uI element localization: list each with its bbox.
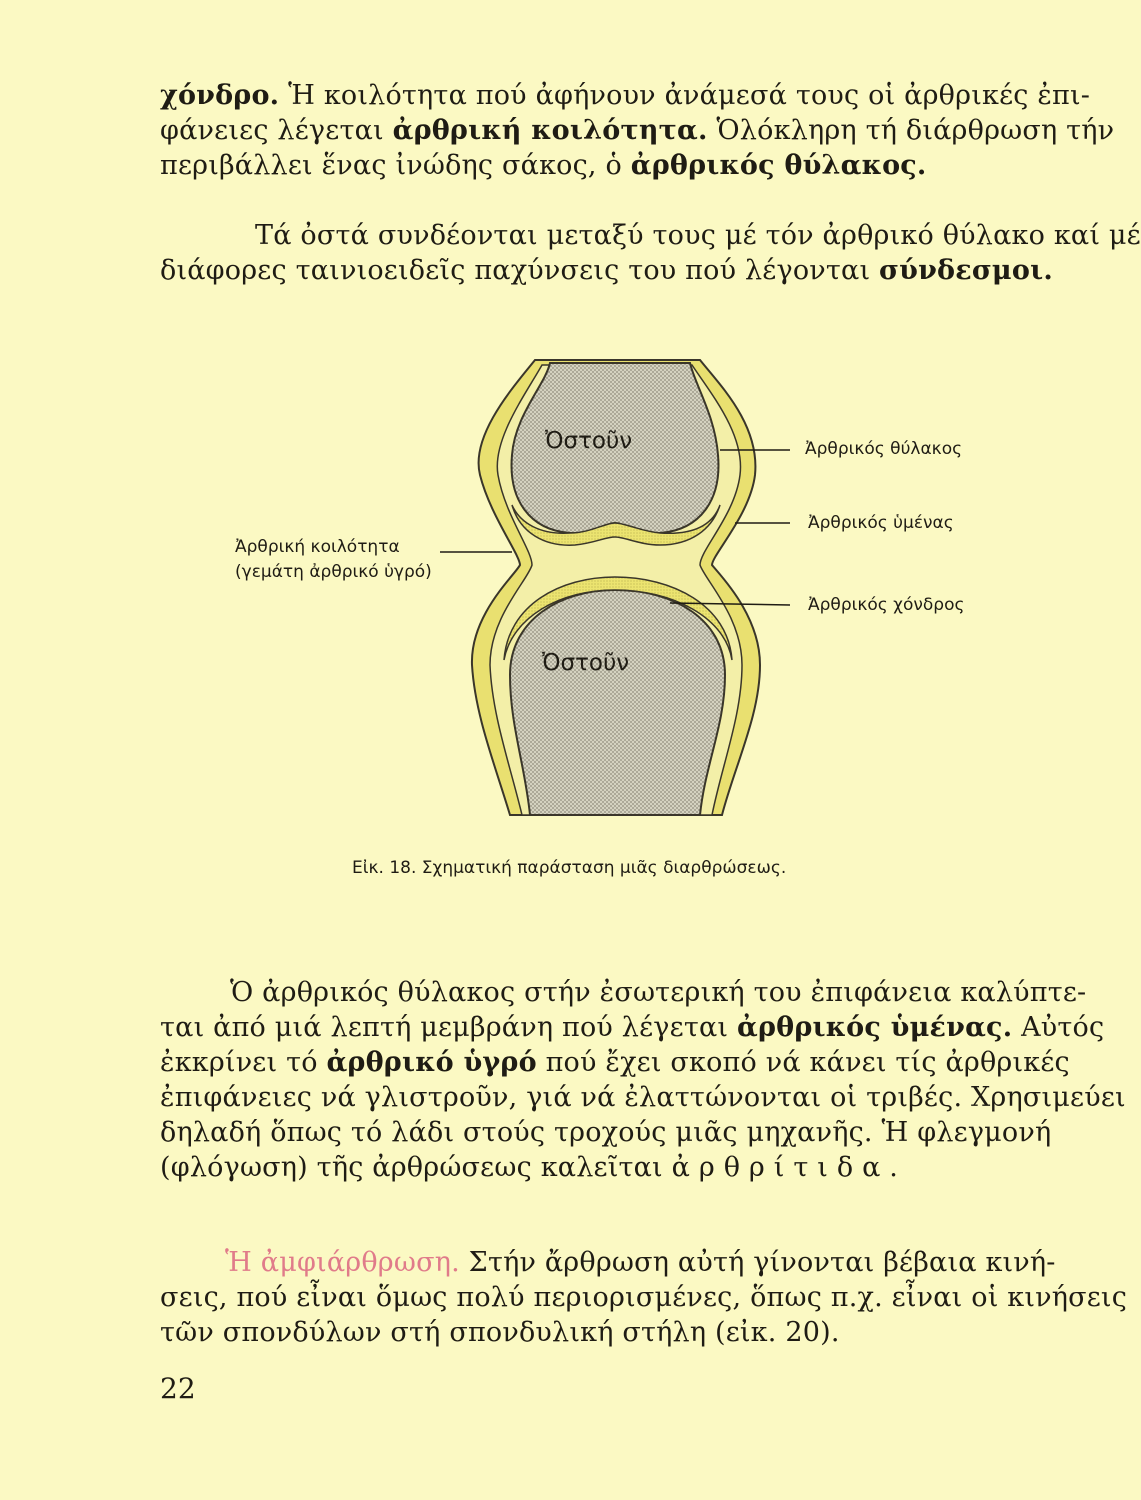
- term-cartilage: χόνδρο.: [160, 80, 280, 111]
- figure-caption: Εἰκ. 18. Σχηματική παράσταση μιᾶς διαρθρώσεως.: [352, 858, 787, 878]
- term-synovial-membrane: ἀρθρικός ὑμένας.: [736, 1012, 1013, 1043]
- paragraph-joint-cavity: χόνδρο. Ἡ κοιλότητα πού ἀφήνουν ἀνάμεσά τους οἱ ἀρθρικές ἐπι- φάνειες λέγεται ἀρθρική κοιλότητα. Ὁλόκληρη τή διάρθρωση τήν περιβάλλει ἕνας ἰνώδης σάκος, ὁ ἀρθρικός θύλακος.: [160, 80, 1115, 181]
- page-number: 22: [160, 1372, 196, 1405]
- term-joint-capsule: ἀρθρικός θύλακος.: [630, 150, 927, 181]
- label-bone-top: Ὀστοῦν: [545, 428, 633, 454]
- heading-amphiarthrosis: Ἡ ἀμφιάρθρωση.: [225, 1247, 460, 1278]
- label-bone-bottom: Ὀστοῦν: [542, 650, 630, 676]
- label-cartilage: Ἀρθρικός χόνδρος: [808, 595, 965, 615]
- paragraph-ligaments: Τά ὀστά συνδέονται μεταξύ τους μέ τόν ἀρθρικό θύλακο καί μέ διάφορες ταινιοειδεῖς παχύνσεις του πού λέγονται σύνδεσμοι.: [160, 220, 1141, 286]
- joint-diagram-svg: [0, 355, 1062, 825]
- term-ligaments: σύνδεσμοι.: [879, 255, 1053, 286]
- paragraph-amphiarthrosis: Ἡ ἀμφιάρθρωση. Στήν ἄρθρωση αὐτή γίνονται βέβαια κινή- σεις, πού εἶναι ὅμως πολύ περιορισμένες, ὅπως π.χ. εἶναι οἱ κινήσεις τῶν σπονδύλων στή σπονδυλική στήλη (εἰκ. 20).: [160, 1247, 1128, 1348]
- term-joint-cavity: ἀρθρική κοιλότητα.: [392, 115, 708, 146]
- bone-bottom: [510, 590, 725, 815]
- label-cavity-fluid: (γεμάτη ἀρθρικό ὑγρό): [235, 562, 432, 582]
- label-cavity: Ἀρθρική κοιλότητα: [235, 537, 400, 557]
- paragraph-synovial-membrane: Ὁ ἀρθρικός θύλακος στήν ἐσωτερική του ἐπιφάνεια καλύπτε- ται ἀπό μιά λεπτή μεμβράνη πού λέγεται ἀρθρικός ὑμένας. Αὐτός ἐκκρίνει τό ἀρθρικό ὑγρό πού ἔχει σκοπό νά κάνει τίς ἀρθρικές ἐπιφάνειες νά γλιστροῦν, γιά νά ἐλαττώνονται οἱ τριβές. Χρησιμεύει δηλαδή ὅπως τό λάδι στούς τροχούς μιᾶς μηχανῆς. Ἡ φλεγμονή (φλόγωση) τῆς ἀρθρώσεως καλεῖται ἀ ρ θ ρ ί τ ι δ α .: [160, 977, 1126, 1183]
- label-membrane: Ἀρθρικός ὑμένας: [808, 513, 954, 533]
- term-synovial-fluid: ἀρθρικό ὑγρό: [326, 1047, 537, 1078]
- label-capsule: Ἀρθρικός θύλακος: [805, 439, 963, 459]
- joint-diagram: [0, 355, 1062, 825]
